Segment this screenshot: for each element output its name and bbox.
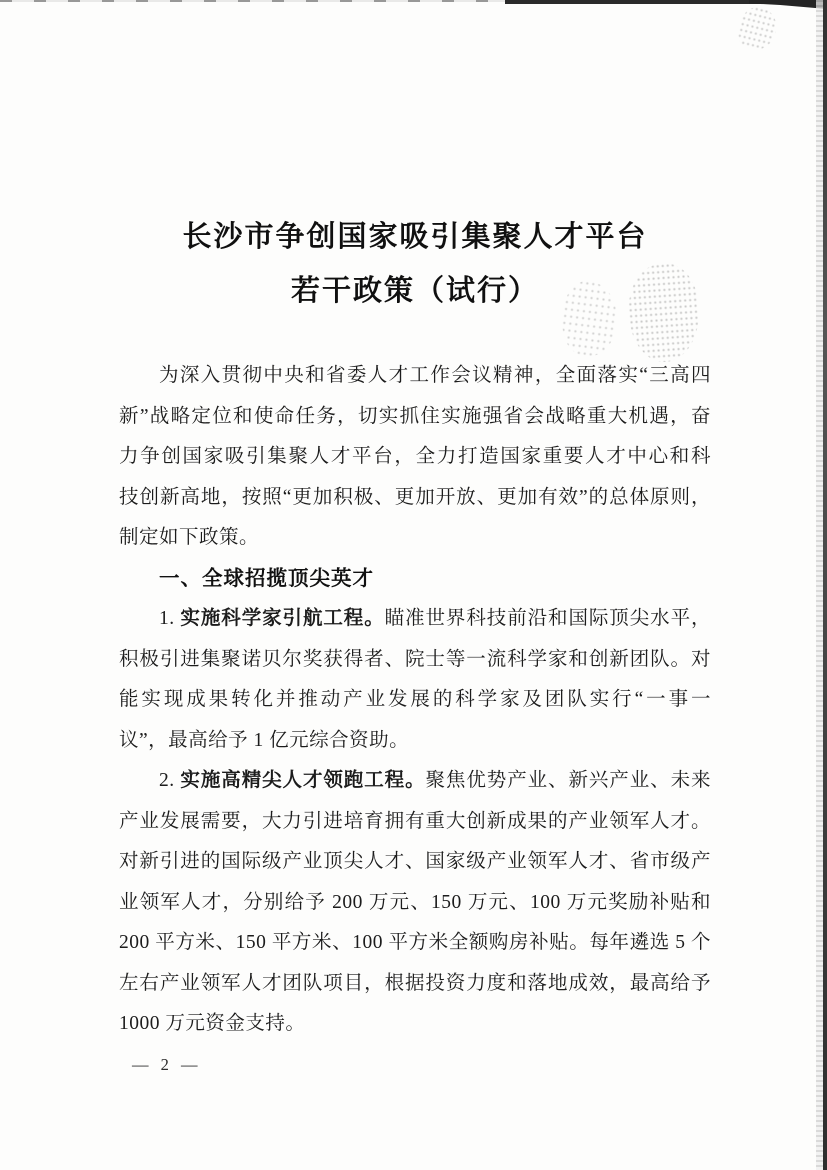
text-line [119,478,711,519]
document-title [119,210,711,318]
body-text: 新”战略定位和使命任务，切实抓住实施强省会战略重大机遇，奋 [119,405,711,427]
text-line [119,1004,711,1045]
body-text: 1. [159,608,181,629]
text-line [119,802,711,843]
body-text: 技创新高地，按照“更加积极、更加开放、更加有效”的总体原则， [119,486,711,508]
text-line [119,680,711,721]
body-text: 能实现成果转化并推动产业发展的科学家及团队实行“一事一 [119,689,711,710]
text-line [119,356,711,397]
title-line-2: 若干政策（试行） [290,275,539,307]
text-line [119,599,711,640]
body-text: 产业发展需要，大力引进培育拥有重大创新成果的产业领军人才。 [119,810,711,832]
scan-artifact-right-edge [823,0,827,1170]
body-text: 业领军人才，分别给予 200 万元、150 万元、100 万元奖励补贴和 [119,891,711,913]
scan-smudge [735,4,780,53]
scan-artifact-right-band [816,0,823,1170]
body-text: 聚焦优势产业、新兴产业、未来 [425,770,711,791]
text-line [119,437,711,478]
body-text: 积极引进集聚诺贝尔奖获得者、院士等一流科学家和创新团队。对 [119,648,711,670]
body-text: 对新引进的国际级产业顶尖人才、国家级产业领军人才、省市级产 [119,851,711,872]
page-number: — 2 — [132,1055,202,1074]
text-line [119,721,711,762]
emphasis-text: 实施高精尖人才领跑工程。 [180,770,426,791]
emphasis-text: 实施科学家引航工程。 [180,608,385,629]
text-line [119,923,711,964]
document-body [119,356,711,1045]
body-text: 制定如下政策。 [119,527,260,548]
body-text: 左右产业领军人才团队项目，根据投资力度和落地成效，最高给予 [119,972,711,994]
body-text: 一、全球招揽顶尖英才 [159,566,374,590]
scan-artifact-top-edge [0,0,505,2]
text-line [119,842,711,883]
text-line [119,397,711,438]
body-text: 瞄准世界科技前沿和国际顶尖水平， [384,608,711,629]
body-text: 2. [159,770,181,791]
body-text: 力争创国家吸引集聚人才平台，全力打造国家重要人才中心和科 [119,446,711,467]
text-line [119,883,711,924]
section-heading [119,559,711,600]
body-text: 1000 万元资金支持。 [119,1013,306,1034]
text-line [119,518,711,559]
body-text: 为深入贯彻中央和省委人才工作会议精神，全面落实“三高四 [159,365,711,386]
text-line [119,640,711,681]
text-line [119,964,711,1005]
body-text: 200 平方米、150 平方米、100 平方米全额购房补贴。每年遴选 5 个 [119,932,711,953]
text-line [119,761,711,802]
title-line-1: 长沙市争创国家吸引集聚人才平台 [182,221,648,253]
body-text: 议”，最高给予 1 亿元综合资助。 [119,729,410,751]
